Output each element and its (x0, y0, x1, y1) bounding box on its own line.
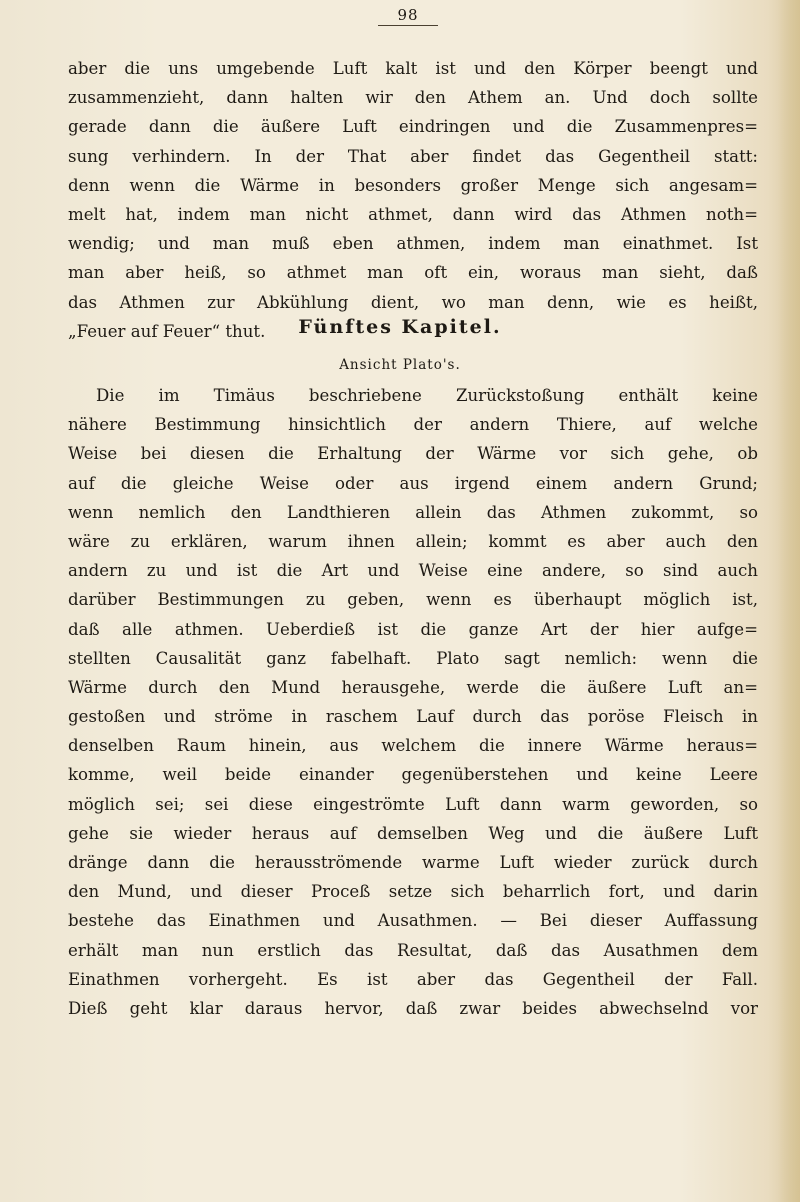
text-line: zusammenzieht, dann halten wir den Athem an. Und doch sollte (68, 88, 758, 108)
text-line: aber die uns umgebende Luft kalt ist und den Körper beengt und (68, 59, 758, 78)
chapter-title: Fünftes Kapitel. (298, 316, 502, 338)
text-line: komme, weil beide einander gegenüberstehen und keine Leere (68, 765, 758, 785)
text-line: gehe sie wieder heraus auf demselben Weg und die äußere Luft (68, 823, 758, 843)
text-line: Die im Timäus beschriebene Zurückstoßung enthält keine (96, 386, 758, 405)
text-line: „Feuer auf Feuer“ thut. (68, 321, 266, 341)
text-line: Wärme durch den Mund herausgehe, werde die äußere Luft an= (68, 677, 758, 697)
text-line: sung verhindern. In der That aber findet das Gegentheil statt: (68, 146, 758, 166)
paragraph-2 (68, 381, 758, 1023)
text-line: wendig; und man muß eben athmen, indem man einathmet. Ist (68, 234, 758, 254)
text-line: dränge dann die herausströmende warme Luft wieder zurück durch (68, 853, 758, 872)
text-line: daß alle athmen. Ueberdieß ist die ganze Art der hier aufge= (68, 619, 758, 639)
text-line: denselben Raum hinein, aus welchem die innere Wärme heraus= (68, 736, 758, 756)
chapter-subtitle: Ansicht Plato's. (339, 357, 461, 373)
text-line: wäre zu erklären, warum ihnen allein; kommt es aber auch den (68, 531, 758, 551)
text-line: denn wenn die Wärme in besonders großer Menge sich angesam= (68, 175, 758, 195)
text-line: gestoßen und ströme in raschem Lauf durch das poröse Fleisch in (68, 707, 758, 727)
text-line: Dieß geht klar daraus hervor, daß zwar beides abwechselnd vor (68, 998, 758, 1018)
text-line: wenn nemlich den Landthieren allein das Athmen zukommt, so (68, 502, 758, 522)
text-line: auf die gleiche Weise oder aus irgend einem andern Grund; (68, 473, 758, 493)
text-line: bestehe das Einathmen und Ausathmen. — Bei dieser Auffassung (68, 911, 758, 931)
page-number: 98 (378, 6, 438, 26)
text-line: stellten Causalität ganz fabelhaft. Plato sagt nemlich: wenn die (68, 648, 758, 668)
text-line: man aber heiß, so athmet man oft ein, woraus man sieht, daß (68, 263, 758, 283)
page-edge-shading (778, 0, 800, 1202)
text-line: andern zu und ist die Art und Weise eine andere, so sind auch (68, 561, 758, 581)
text-line: gerade dann die äußere Luft eindringen und die Zusammenpres= (68, 117, 758, 137)
text-line: erhält man nun erstlich das Resultat, daß das Ausathmen dem (68, 940, 758, 960)
text-line: melt hat, indem man nicht athmet, dann wird das Athmen noth= (68, 204, 758, 224)
text-line: das Athmen zur Abkühlung dient, wo man denn, wie es heißt, (68, 292, 758, 312)
text-line: möglich sei; sei diese eingeströmte Luft dann warm geworden, so (68, 794, 758, 814)
text-line: darüber Bestimmungen zu geben, wenn es überhaupt möglich ist, (68, 590, 758, 610)
text-line: Einathmen vorhergeht. Es ist aber das Gegentheil der Fall. (68, 969, 758, 989)
text-line: den Mund, und dieser Proceß setze sich beharrlich fort, und darin (68, 882, 758, 902)
text-line: Weise bei diesen die Erhaltung der Wärme vor sich gehe, ob (68, 444, 758, 464)
paragraph-1 (68, 54, 758, 346)
text-line: nähere Bestimmung hinsichtlich der andern Thiere, auf welche (68, 415, 758, 435)
